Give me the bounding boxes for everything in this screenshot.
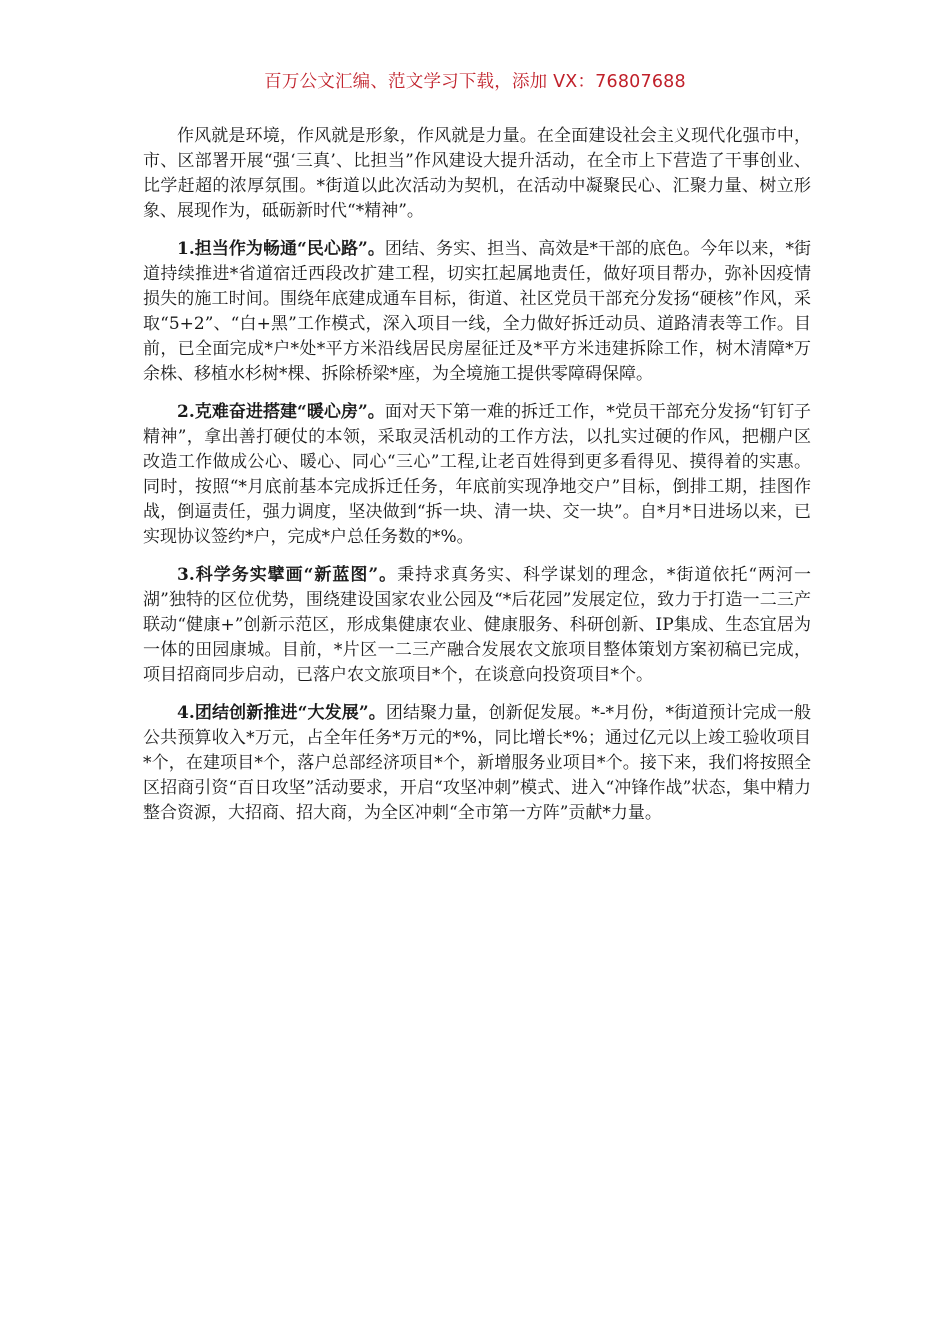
section-text-2: 面对天下第一难的拆迁工作，*党员干部充分发扬“钉钉子精神”，拿出善打硬仗的本领，采取灵活机动的工作方法，以扎实过硬的作风，把棚户区改造工作做成公心、暖心、同心“三心”工程,让老百姓得到更多看得见、摸得着的实惠。同时，按照“*月底前基本完成拆迁任务，年底前实现净地交户”目标，倒排工期，挂图作战，倒逼责任，强力调度，坚决做到“拆一块、清一块、交一块”。自*月*日进场以来，已实现协议签约*户，完成*户总任务数的*%。 bbox=[143, 402, 811, 547]
section-paragraph-4 bbox=[143, 701, 811, 826]
section-paragraph-3 bbox=[143, 563, 811, 688]
section-heading-3: 3.科学务实擘画“新蓝图”。 bbox=[177, 565, 398, 585]
section-paragraph-1 bbox=[143, 237, 811, 387]
section-paragraph-2 bbox=[143, 400, 811, 550]
section-heading-4: 4.团结创新推进“大发展”。 bbox=[177, 703, 386, 723]
section-heading-2: 2.克难奋进搭建“暖心房”。 bbox=[177, 402, 385, 422]
section-text-1: 团结、务实、担当、高效是*干部的底色。今年以来，*街道持续推进*省道宿迁西段改扩建工程，切实扛起属地责任，做好项目帮办，弥补因疫情损失的施工时间。围绕年底建成通车目标，街道、社区党员干部充分发扬“硬核”作风，采取“5+2”、“白+黑”工作模式，深入项目一线，全力做好拆迁动员、道路清表等工作。目前，已全面完成*户*处*平方米沿线居民房屋征迁及*平方米违建拆除工作，树木清障*万余株、移植水杉树*棵、拆除桥梁*座，为全境施工提供零障碍保障。 bbox=[143, 239, 811, 384]
section-text-4: 团结聚力量，创新促发展。*-*月份，*街道预计完成一般公共预算收入*万元，占全年任务*万元的*%，同比增长*%；通过亿元以上竣工验收项目*个，在建项目*个，落户总部经济项目*个，新增服务业项目*个。接下来，我们将按照全区招商引资“百日攻坚”活动要求，开启“攻坚冲刺”模式、进入“冲锋作战”状态，集中精力整合资源，大招商、招大商，为全区冲刺“全市第一方阵”贡献*力量。 bbox=[143, 703, 811, 823]
download-banner: 百万公文汇编、范文学习下载，添加 VX：76807688 bbox=[264, 72, 686, 92]
intro-paragraph: 作风就是环境，作风就是形象，作风就是力量。在全面建设社会主义现代化强市中，市、区部署开展“强‘三真’、比担当”作风建设大提升活动，在全市上下营造了干事创业、比学赶超的浓厚氛围。*街道以此次活动为契机，在活动中凝聚民心、汇聚力量、树立形象、展现作为，砥砺新时代“*精神”。 bbox=[143, 126, 811, 221]
article-body bbox=[143, 124, 811, 839]
section-text-3: 秉持求真务实、科学谋划的理念，*街道依托“两河一湖”独特的区位优势，围绕建设国家农业公园及“*后花园”发展定位，致力于打造一二三产联动“健康+”创新示范区，形成集健康农业、健康服务、科研创新、IP集成、生态宜居为一体的田园康城。目前，*片区一二三产融合发展农文旅项目整体策划方案初稿已完成，项目招商同步启动，已落户农文旅项目*个，在谈意向投资项目*个。 bbox=[143, 565, 811, 685]
section-heading-1: 1.担当作为畅通“民心路”。 bbox=[177, 239, 385, 259]
